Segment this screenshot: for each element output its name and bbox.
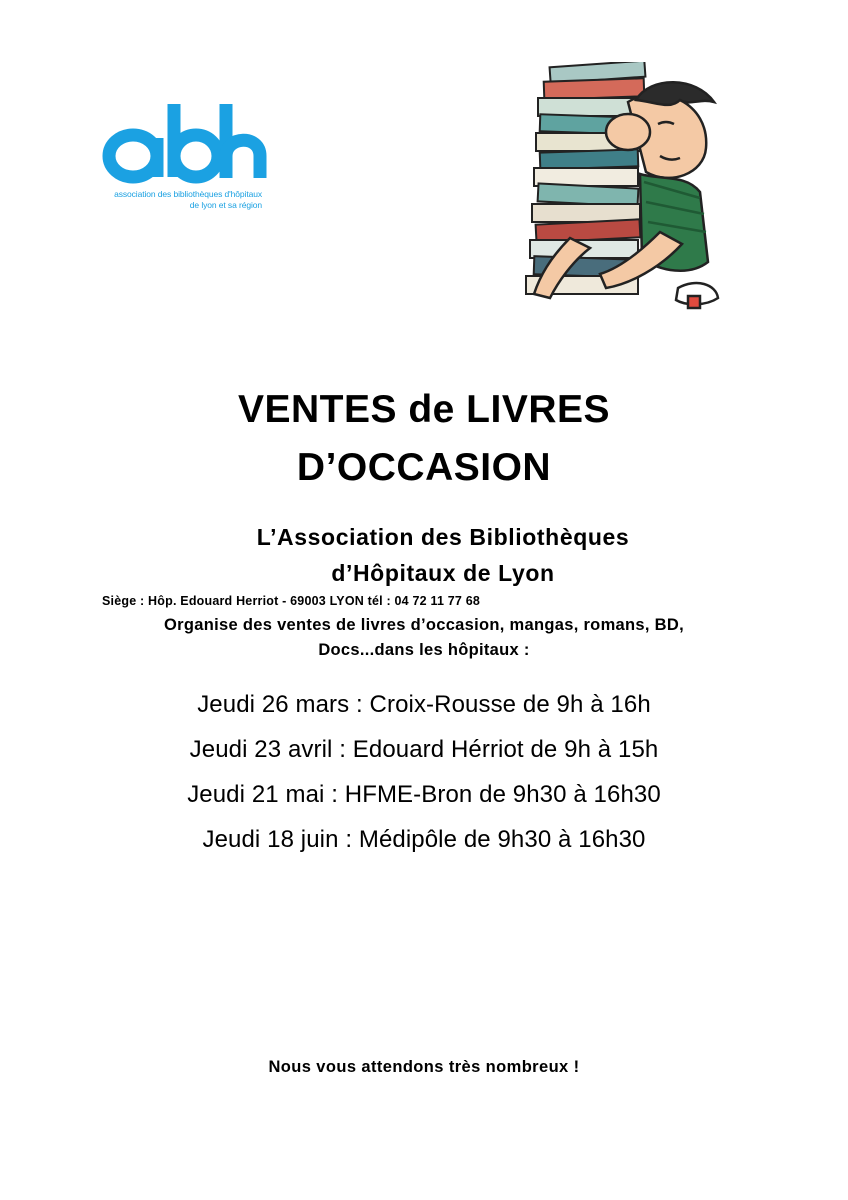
organise-line2: Docs...dans les hôpitaux : — [318, 641, 530, 659]
page-title-line2: D’OCCASION — [296, 446, 552, 489]
gaston-carrying-books-illustration — [510, 62, 725, 310]
abh-logo — [96, 96, 271, 216]
closing-message: Nous vous attendons très nombreux ! — [268, 1058, 580, 1076]
sale-dates-list — [0, 688, 848, 868]
abh-logo-letters — [100, 98, 270, 184]
logo-subtitle-line1: association des bibliothèques d'hôpitaux — [114, 189, 262, 199]
logo-subtitle — [96, 189, 262, 211]
book-stack-icon — [510, 62, 725, 310]
logo-subtitle-line2: de lyon et sa région — [189, 200, 262, 210]
siege-address: Siège : Hôp. Edouard Herriot - 69003 LYON tél : 04 72 11 77 68 — [102, 594, 481, 608]
sale-date-item: Jeudi 21 mai : HFME-Bron de 9h30 à 16h30 — [187, 781, 661, 808]
sale-date-item: Jeudi 23 avril : Edouard Hérriot de 9h à 15h — [189, 736, 659, 763]
page-title-line1: VENTES de LIVRES — [237, 388, 611, 431]
organise-line1: Organise des ventes de livres d’occasion, mangas, romans, BD, — [164, 616, 684, 634]
association-name-line2: d’Hôpitaux de Lyon — [331, 560, 555, 586]
sale-date-item: Jeudi 26 mars : Croix-Rousse de 9h à 16h — [197, 691, 651, 718]
association-name-line1: L’Association des Bibliothèques — [256, 524, 630, 550]
sale-date-item: Jeudi 18 juin : Médipôle de 9h30 à 16h30 — [202, 826, 646, 853]
